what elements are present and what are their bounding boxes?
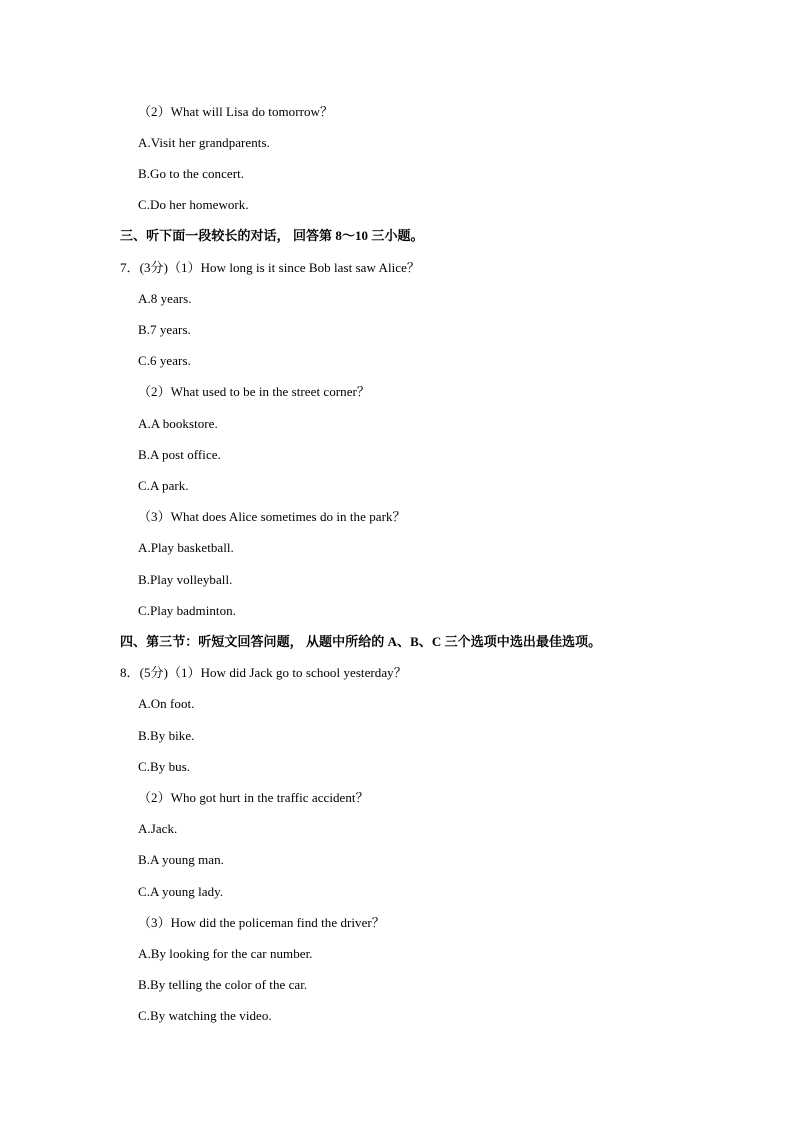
question-8-sub-2: （2）Who got hurt in the traffic accident？ [138, 790, 369, 805]
question-7-sub-2: （2）What used to be in the street corner？ [138, 384, 370, 399]
option-a: A.Visit her grandparents. [138, 135, 270, 150]
option-a: A.On foot. [138, 696, 195, 711]
question-sub-2-lisa: （2）What will Lisa do tomorrow？ [138, 104, 334, 119]
option-a: A.Play basketball. [138, 540, 234, 555]
option-c: C.By watching the video. [138, 1008, 272, 1023]
option-b: B.By telling the color of the car. [138, 977, 308, 992]
option-c: C.6 years. [138, 353, 191, 368]
question-8: 8．(5分)（1）How did Jack go to school yesterday？ [120, 665, 407, 680]
option-c: C.A park. [138, 478, 189, 493]
question-7: 7．(3分)（1）How long is it since Bob last saw Alice？ [120, 260, 420, 275]
option-a: A.A bookstore. [138, 416, 218, 431]
question-8-sub-3: （3）How did the policeman find the driver？ [138, 915, 385, 930]
option-a: A.Jack. [138, 821, 178, 836]
option-c: C.Do her homework. [138, 197, 249, 212]
option-b: B.Play volleyball. [138, 572, 233, 587]
option-b: B.7 years. [138, 322, 191, 337]
option-a: A.By looking for the car number. [138, 946, 313, 961]
option-b: B.A young man. [138, 852, 224, 867]
option-c: C.By bus. [138, 759, 191, 774]
section-heading-4: 四、第三节：听短文回答问题， 从题中所给的 A、B、C 三个选项中选出最佳选项。 [120, 634, 602, 649]
option-b: B.A post office. [138, 447, 221, 462]
question-7-sub-3: （3）What does Alice sometimes do in the park？ [138, 509, 406, 524]
option-c: C.A young lady. [138, 884, 224, 899]
option-a: A.8 years. [138, 291, 192, 306]
option-c: C.Play badminton. [138, 603, 236, 618]
option-b: B.By bike. [138, 728, 195, 743]
option-b: B.Go to the concert. [138, 166, 245, 181]
section-heading-3: 三、听下面一段较长的对话， 回答第 8～10 三小题。 [120, 228, 424, 243]
